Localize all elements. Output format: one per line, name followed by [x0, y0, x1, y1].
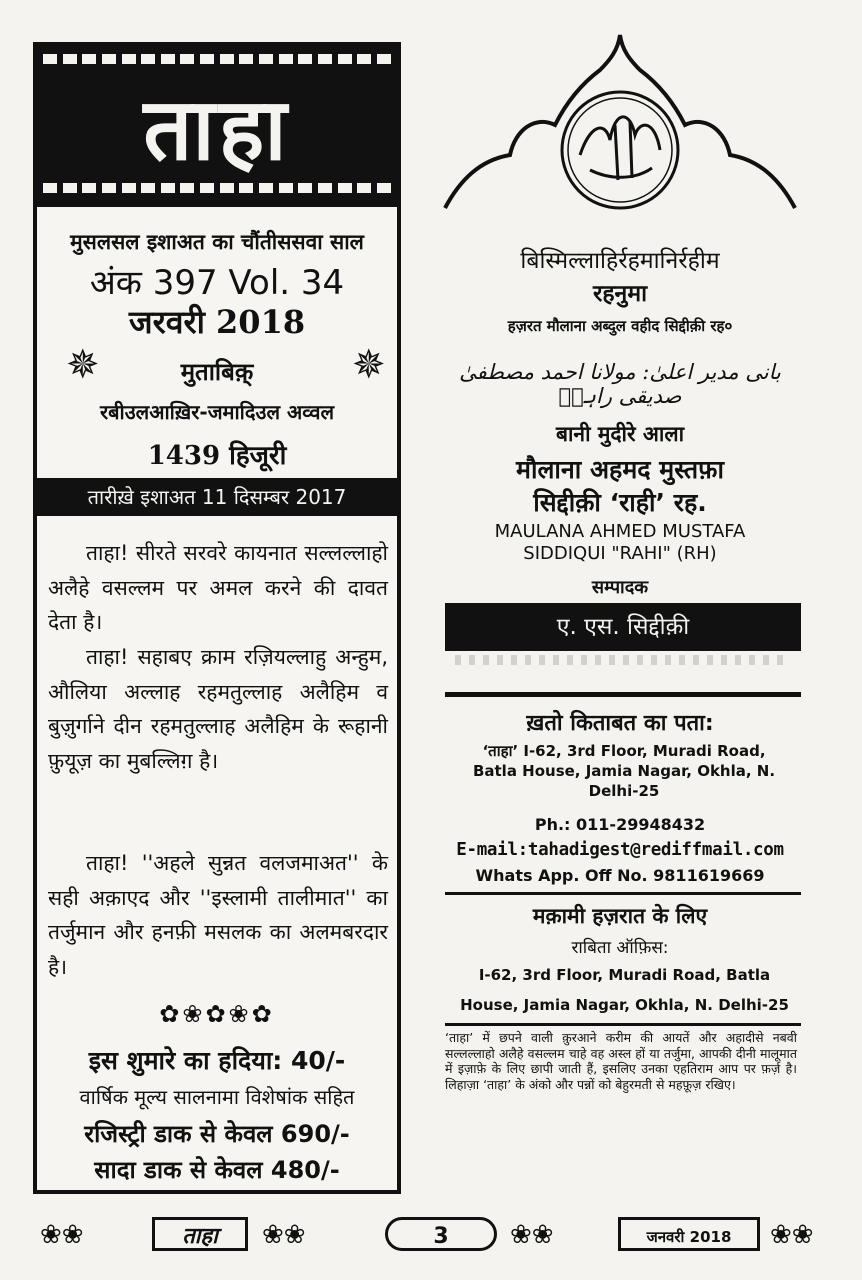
issue-month: जरवरी 2018 — [128, 303, 306, 341]
intro-paragraph-1: ताहा! सीरते सरवरे कायनात सल्लल्लाहो अलैहे वसल्लम पर अमल करने की दावत देता है। — [48, 541, 388, 634]
intro-paragraph-3: ताहा! ''अहले सुन्नत वलजमाअत'' के सही अक़ाएद और ''इस्लामी तालीमात'' का तर्जुमान और हनफ़ी मसलक का अलमबरदार है। — [48, 851, 388, 979]
calligraphy-seal-icon — [562, 92, 678, 208]
whatsapp-number: Whats App. Off No. 9811619669 — [475, 866, 765, 885]
intro-paragraph-2: ताहा! सहाबए क्राम रज़ियल्लाहु अन्हुम, औलिया अल्लाह रहमतुल्लाह अलैहिम व बुज़ुर्गाने दीन रहमतुल्लाह अलैहिम के रूहानी फ़ुयूज़ का मुबल्लिग़ है। — [48, 645, 388, 773]
flower-ornament-icon: ❀❀ — [510, 1220, 554, 1250]
patron-name: हज़रत मौलाना अब्दुल वहीद सिद्दीक़ी रह० — [507, 317, 733, 335]
phone-number: Ph.: 011-29948432 — [534, 815, 706, 834]
local-office-address: I-62, 3rd Floor, Muradi Road, Batla House, Jamia Nagar, Okhla, N. Delhi-25 — [460, 966, 789, 1014]
masthead — [33, 42, 401, 207]
page-footer — [40, 1210, 830, 1260]
footer-magazine-title: ताहा — [152, 1217, 248, 1251]
masthead-title: ताहा — [143, 79, 291, 180]
flower-ornament-icon: ❀❀ — [262, 1220, 306, 1250]
divider-rule — [445, 1023, 801, 1026]
address-title: ख़तो किताबत का पता: — [526, 711, 714, 736]
founder-name-english-1: MAULANA AHMED MUSTAFA — [494, 521, 746, 542]
issue-price: इस शुमारे का हदिया: 40/- — [88, 1046, 346, 1075]
editor-name-bar: ए. एस. सिद्दीक़ी — [445, 603, 801, 651]
rahnuma-heading: रहनुमा — [592, 281, 648, 307]
bismillah: बिस्मिल्लाहिर्रहमानिर्रहीम — [520, 248, 720, 274]
print-smudge — [455, 655, 790, 665]
flower-ornament-icon: ❀❀ — [40, 1220, 84, 1250]
flower-ornament-icon: ❀❀ — [770, 1220, 814, 1250]
published-date-bar: तारीख़े इशाअत 11 दिसम्बर 2017 — [37, 478, 397, 516]
hijri-year: 1439 हिजूरी — [147, 441, 287, 471]
page-number: 3 — [385, 1217, 497, 1251]
founder-name-line-1: मौलाना अहमद मुस्तफ़ा — [516, 455, 724, 484]
issue-year-line: मुसलसल इशाअत का चौंतीससवा साल — [70, 230, 364, 254]
founder-name-english-2: SIDDIQUI "RAHI" (RH) — [523, 543, 717, 564]
email-address: E-mail:tahadigest@rediffmail.com — [456, 840, 784, 860]
arch-emblem — [440, 30, 800, 210]
divider-rule — [445, 692, 801, 697]
film-strip-top — [43, 54, 391, 66]
respect-notice: ‘ताहा’ में छपने वाली क़ुरआने करीम की आयतें और अहादीसे नबवी सल्लल्लाहो अलैहे वसल्लम चाहे वह अस्ल हों या तर्जुमा, आपकी दीनी मालूमात में इज़ाफ़े के लिए छापी जाती हैं, इसलिए उनका एहतिराम आप पर फ़र्ज़ है। लिहाज़ा ‘ताहा’ के अंको और पन्नों को बेहुरमती से महफ़ूज़ रखिए। — [445, 1030, 797, 1092]
footer-date: जनवरी 2018 — [618, 1217, 760, 1251]
star-ornament-right-icon: ✵ — [352, 342, 386, 388]
film-strip-bottom — [43, 183, 391, 195]
local-office-title: मक़ामी हज़रात के लिए — [532, 904, 708, 928]
mutabiq-label: मुताबिक़् — [180, 358, 254, 386]
plain-post-price: सादा डाक से केवल 480/- — [94, 1156, 340, 1184]
founder-name-line-2: सिद्दीक़ी ‘राही’ रह. — [533, 488, 707, 517]
founder-label: बानी मुदीरे आला — [555, 422, 685, 446]
star-ornament-left-icon: ✵ — [66, 342, 100, 388]
hijri-months: रबीउलआख़िर-जमादिउल अव्वल — [99, 400, 335, 424]
annual-price-label: वार्षिक मूल्य सालनामा विशेषांक सहित — [79, 1085, 355, 1109]
divider-rule — [445, 892, 801, 895]
flower-divider-icon: ✿❀✿❀✿ — [159, 1000, 275, 1028]
registered-post-price: रजिस्ट्री डाक से केवल 690/- — [84, 1120, 350, 1148]
address-body: ‘ताहा’ I-62, 3rd Floor, Muradi Road, Batla House, Jamia Nagar, Okhla, N. Delhi-25 — [472, 742, 776, 800]
urdu-founder-line: بانی مدیر اعلیٰ: مولانا احمد مصطفیٰ صدیقی راہیؔ — [459, 360, 781, 408]
editor-label: सम्पादक — [591, 577, 649, 598]
local-office-label: राबिता ऑफ़िस: — [571, 938, 669, 958]
issue-number: अंक 397 Vol. 34 — [89, 263, 345, 303]
